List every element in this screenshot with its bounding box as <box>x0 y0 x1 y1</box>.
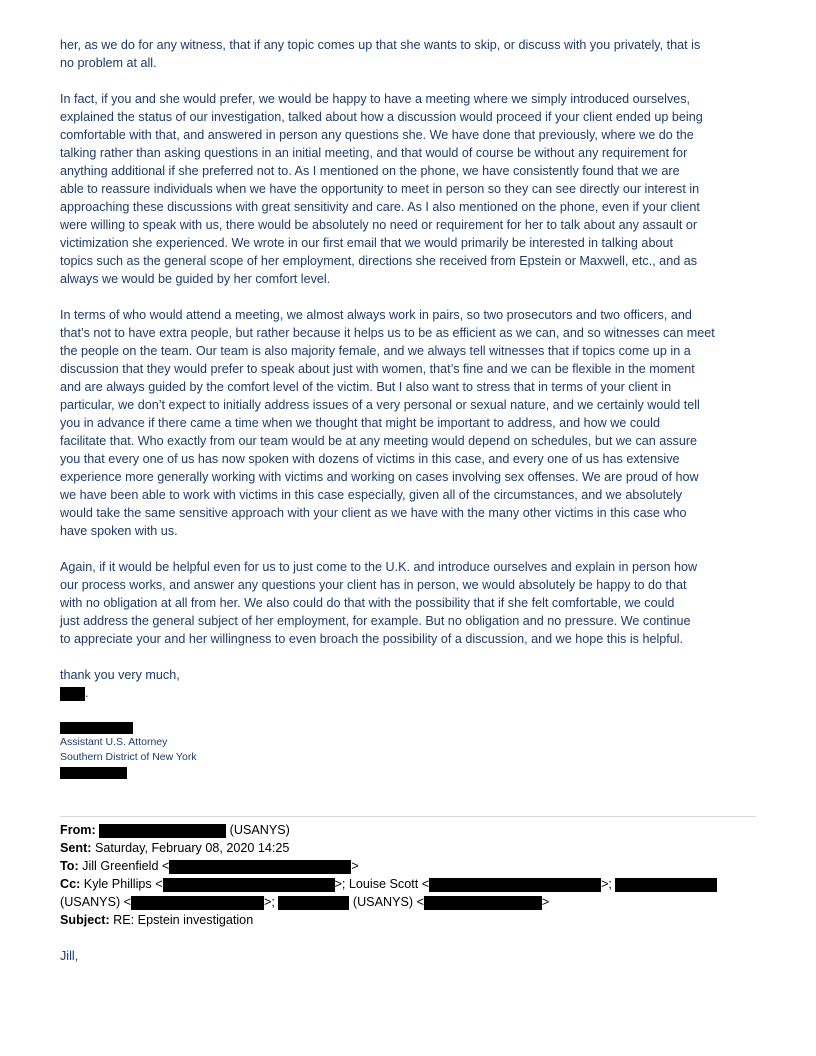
body-line: were willing to speak with us, there would be absolutely no need or requirement for her to talk about any assault or <box>60 218 698 232</box>
body-line: victimization she experienced. We wrote in our first email that we would primarily be interested in talking about <box>60 236 673 250</box>
body-line: topics such as the general scope of her employment, directions she received from Epstein or Maxwell, etc., and as <box>60 254 697 268</box>
body-line: facilitate that. Who exactly from our team would be at any meeting would depend on schedules, but we can assure <box>60 434 698 448</box>
header-to <box>60 857 359 875</box>
body-line: you that every one of us has now spoken with dozens of victims in this case, and every one of us has extensive <box>60 452 680 466</box>
body-line: you in advance if there came a time when we thought that might be important to address, and how we could <box>60 416 660 430</box>
body-line: comfortable with that, and answered in person any questions she. We have done that previously, where we do the <box>60 128 694 142</box>
body-line: approaching these discussions with great sensitivity and care. As I also mentioned on the phone, even if your client <box>60 200 700 214</box>
body-line: with no obligation at all from her. We also could do that with the possibility that if she felt comfortable, we could <box>60 596 675 610</box>
body-line: no problem at all. <box>60 56 157 70</box>
signature-title: Assistant U.S. Attorney <box>60 736 168 748</box>
period: . <box>85 686 89 700</box>
body-line: able to reassure individuals when we have the opportunity to meet in person so they can see directly our interest in <box>60 182 700 196</box>
body-line: the people on the team. Our team is also majority female, and we always tell witnesses that if topics come up in a <box>60 344 691 358</box>
body-line: talking rather than asking questions in an initial meeting, and that would of course be without any requirement for <box>60 146 688 160</box>
redaction-box <box>60 722 133 734</box>
greeting-text: Jill, <box>60 949 79 963</box>
cc-line2-d: > <box>541 895 550 909</box>
sender-initials-line <box>60 684 760 702</box>
cc-line2-a: (USANYS) < <box>60 895 132 909</box>
subject-label: Subject: <box>60 913 110 927</box>
redaction-box <box>615 878 717 892</box>
from-suffix: (USANYS) <box>226 823 290 837</box>
redaction-box <box>131 896 264 910</box>
redaction-box <box>424 896 542 910</box>
body-line: her, as we do for any witness, that if any topic comes up that she wants to skip, or discuss with you privately, that is <box>60 38 701 52</box>
body-line: have spoken with us. <box>60 524 178 538</box>
cc-sep-2: >; <box>601 877 612 891</box>
redaction-box <box>163 878 335 892</box>
body-paragraph-1 <box>60 36 760 72</box>
body-line: we have been able to work with victims in this case especially, given all of the circumstances, and we absolutely <box>60 488 683 502</box>
body-line: In fact, if you and she would prefer, we would be happy to have a meeting where we simply introduced ourselves, <box>60 92 691 106</box>
body-paragraph-2 <box>60 90 760 288</box>
body-line: would take the same sensitive approach with your client as we have with the many other victims in this case who <box>60 506 687 520</box>
closing <box>60 666 760 702</box>
redaction-box <box>99 824 226 838</box>
body-line: experience more generally working with victims and working on cases involving sex offenses. We are proud of how <box>60 470 699 484</box>
redaction-box <box>169 860 351 874</box>
header-from <box>60 821 290 839</box>
cc-name-1: Kyle Phillips < <box>80 877 163 891</box>
sent-value: Saturday, February 08, 2020 14:25 <box>91 841 290 855</box>
body-line: Again, if it would be helpful even for us to just come to the U.K. and introduce ourselves and explain in person how <box>60 560 698 574</box>
body-line: just address the general subject of her employment, for example. But no obligation and no pressure. We continue <box>60 614 691 628</box>
body-line: always we would be guided by her comfort level. <box>60 272 331 286</box>
body-line: our process works, and answer any questions your client has in person, we would absolutely be happy to do that <box>60 578 687 592</box>
redaction-box <box>278 896 349 910</box>
header-sent <box>60 839 289 857</box>
closing-text: thank you very much, <box>60 668 180 682</box>
to-value: Jill Greenfield < <box>78 859 170 873</box>
redaction-box <box>429 878 601 892</box>
reply-greeting <box>60 947 760 965</box>
body-line: In terms of who would attend a meeting, we almost always work in pairs, so two prosecutors and two officers, and <box>60 308 692 322</box>
sent-label: Sent: <box>60 841 92 855</box>
body-line: particular, we don’t expect to initially address issues of a very personal or sexual nature, and we certainly would tell <box>60 398 700 412</box>
redaction-box <box>60 767 127 779</box>
body-line: anything additional if she preferred not to. As I mentioned on the phone, we have consistently found that we are <box>60 164 680 178</box>
redaction-box <box>60 687 85 701</box>
from-label: From: <box>60 823 96 837</box>
body-line: discussion that they would prefer to speak about just with women, that’s fine and we can be flexible in the moment <box>60 362 695 376</box>
to-close: > <box>351 859 359 873</box>
to-label: To: <box>60 859 79 873</box>
body-line: to appreciate your and her willingness to even broach the possibility of a discussion, and we hope this is helpful. <box>60 632 684 646</box>
body-line: and are always guided by the comfort level of the victim. But I also want to stress that in terms of your client in <box>60 380 672 394</box>
header-cc-cont <box>60 893 549 911</box>
cc-line2-c: (USANYS) < <box>349 895 424 909</box>
header-cc <box>60 875 717 893</box>
subject-value: RE: Epstein investigation <box>109 913 254 927</box>
cc-label: Cc: <box>60 877 81 891</box>
signature-office: Southern District of New York <box>60 751 197 763</box>
body-paragraph-3 <box>60 306 760 540</box>
body-line: that’s not to have extra people, but rather because it helps us to be as efficient as we can, and so witnesses can meet <box>60 326 715 340</box>
email-separator <box>60 816 756 817</box>
body-paragraph-4 <box>60 558 760 648</box>
cc-line2-b: >; <box>264 895 275 909</box>
header-subject <box>60 911 253 929</box>
body-line: explained the status of our investigation, talked about how a discussion would proceed if your client ended up being <box>60 110 703 124</box>
cc-sep-1: >; Louise Scott < <box>334 877 430 891</box>
